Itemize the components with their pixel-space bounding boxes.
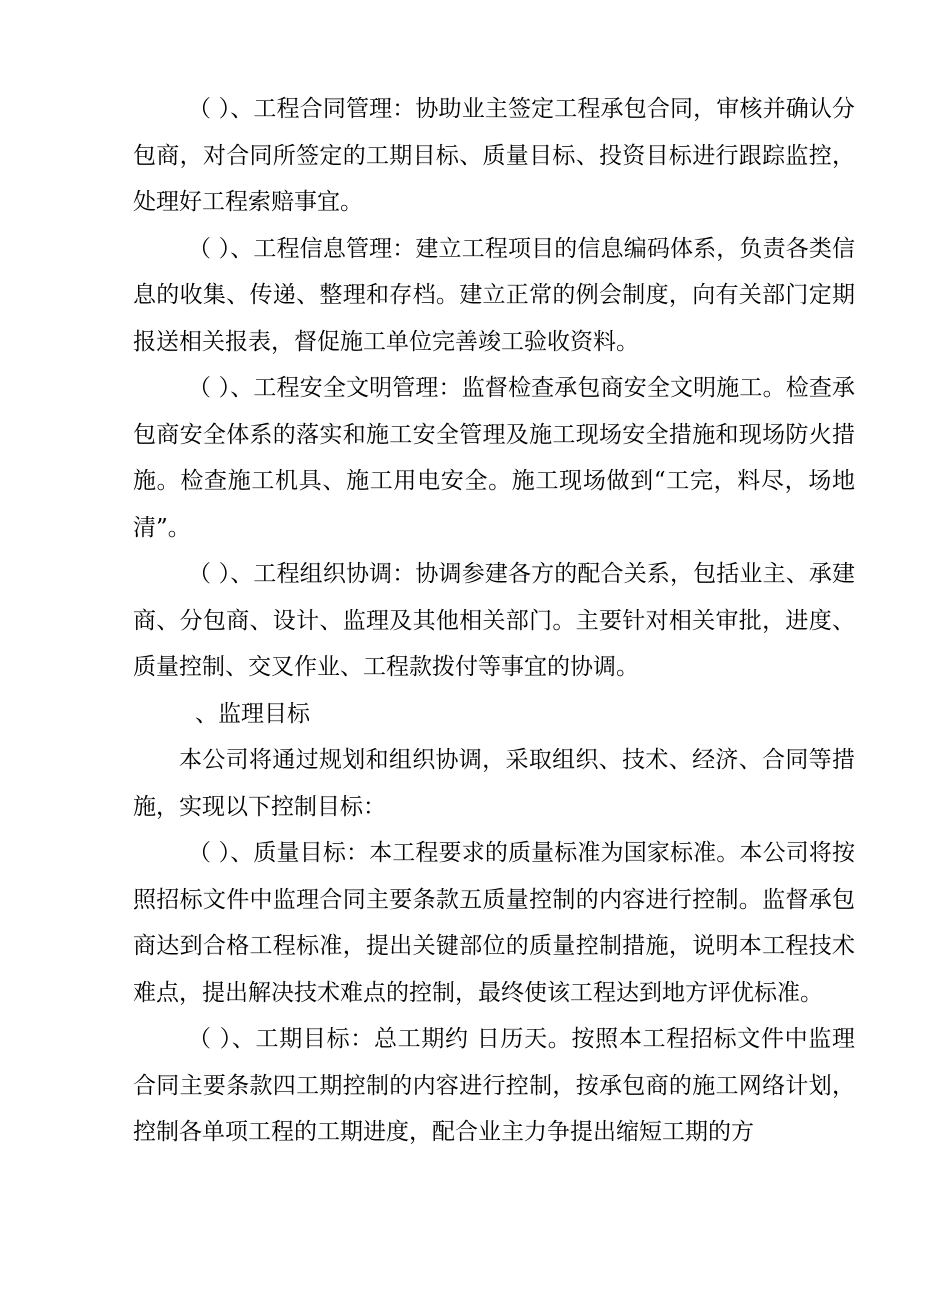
- paragraph-information-management: （ ）、工程信息管理：建立工程项目的信息编码体系，负责各类信息的收集、传递、整理和存档。建立正常的例会制度，向有关部门定期报送相关报表，督促施工单位完善竣工验收资料。: [133, 235, 855, 355]
- paragraph-quality-goal: （ ）、质量目标：本工程要求的质量标准为国家标准。本公司将按照招标文件中监理合同主要条款五质量控制的内容进行控制。监督承包商达到合格工程标准，提出关键部位的质量控制措施，说明本工程技术难点，提出解决技术难点的控制，最终使该工程达到地方评优标准。: [133, 840, 855, 1006]
- paragraph-schedule-goal: （ ）、工期目标：总工期约 日历天。按照本工程招标文件中监理合同主要条款四工期控制的内容进行控制，按承包商的施工网络计划，控制各单项工程的工期进度，配合业主力争提出缩短工期的方: [133, 1026, 855, 1145]
- paragraph-goals-intro: 本公司将通过规划和组织协调，采取组织、技术、经济、合同等措施，实现以下控制目标：: [133, 747, 855, 820]
- paragraph-contract-management: （ ）、工程合同管理：协助业主签定工程承包合同，审核并确认分包商，对合同所签定的工期目标、质量目标、投资目标进行跟踪监控，处理好工程索赔事宜。: [133, 96, 855, 215]
- document-body: [133, 86, 855, 1156]
- section-heading-supervision-goals: 、监理目标: [195, 700, 310, 727]
- paragraph-coordination: （ ）、工程组织协调：协调参建各方的配合关系，包括业主、承建商、分包商、设计、监理及其他相关部门。主要针对相关审批，进度、质量控制、交叉作业、工程款拨付等事宜的协调。: [133, 561, 855, 680]
- paragraph-safety-management: （ ）、工程安全文明管理：监督检查承包商安全文明施工。检查承包商安全体系的落实和施工安全管理及施工现场安全措施和现场防火措施。检查施工机具、施工用电安全。施工现场做到“工完，料尽，场地清”。: [133, 375, 855, 541]
